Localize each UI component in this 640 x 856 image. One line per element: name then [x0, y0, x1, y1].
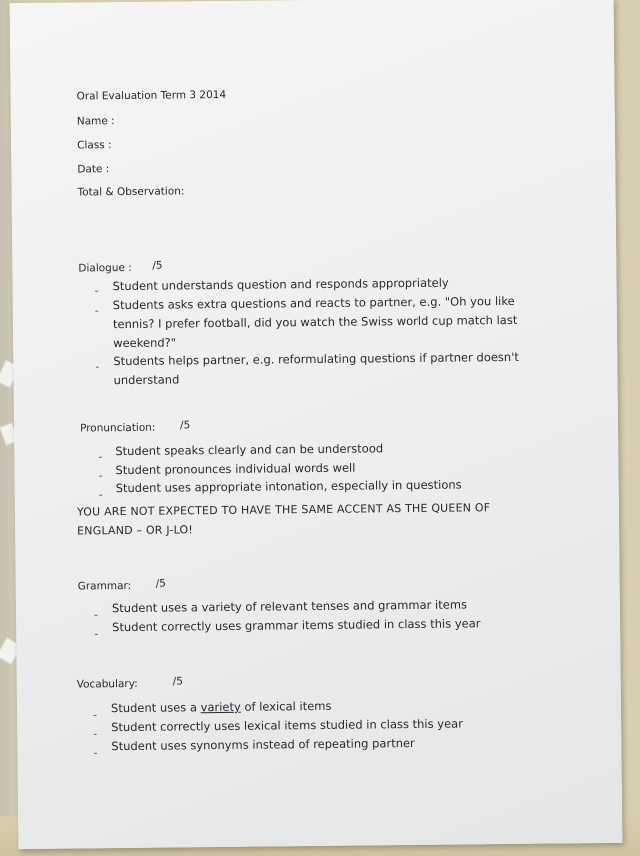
vocabulary-label: Vocabulary:: [76, 677, 138, 691]
pronunciation-item: Student pronounces individual words well: [115, 460, 356, 478]
evaluation-sheet: [10, 0, 623, 849]
sheet-title: Oral Evaluation Term 3 2014: [76, 88, 227, 103]
dialogue-item: Students helps partner, e.g. reformulating questions if partner doesn't: [113, 349, 519, 369]
bullet-icon: -: [94, 304, 99, 318]
bullet-icon: -: [92, 708, 98, 722]
bullet-icon: -: [94, 627, 99, 641]
dialogue-item-continued: weekend?": [113, 335, 177, 351]
vocabulary-item: Student uses synonyms instead of repeating partner: [111, 735, 415, 754]
accent-note-line1: YOU ARE NOT EXPECTED TO HAVE THE SAME ACCENT AS THE QUEEN OF: [76, 501, 491, 519]
vocabulary-item-underlined: variety: [200, 699, 241, 715]
bullet-icon: -: [93, 727, 98, 741]
date-field-label: Date :: [77, 163, 110, 176]
dialogue-label: Dialogue :: [78, 261, 132, 275]
bullet-icon: -: [98, 488, 103, 502]
grammar-label: Grammar:: [77, 579, 132, 593]
pronunciation-item: Student speaks clearly and can be understood: [115, 441, 384, 459]
class-field-label: Class :: [77, 139, 112, 152]
vocabulary-item: [111, 699, 332, 715]
dialogue-item: Student understands question and responds appropriately: [112, 275, 449, 294]
bullet-icon: -: [93, 746, 98, 760]
grammar-item: Student uses a variety of relevant tenses and grammar items: [111, 597, 468, 616]
accent-note-line2: ENGLAND – OR J-LO!: [77, 523, 194, 538]
vocabulary-score: /5: [172, 675, 183, 688]
dialogue-score: /5: [152, 259, 163, 272]
dialogue-item: Students asks extra questions and reacts to partner, e.g. "Oh you like: [112, 293, 515, 313]
pronunciation-score: /5: [179, 419, 191, 432]
name-field-label: Name :: [76, 115, 115, 128]
bullet-icon: -: [93, 608, 99, 622]
pronunciation-label: Pronunciation:: [79, 421, 156, 435]
bullet-icon: -: [98, 469, 103, 483]
grammar-item: Student correctly uses grammar items studied in class this year: [112, 616, 481, 635]
grammar-score: /5: [155, 577, 166, 590]
vocabulary-item-prefix: Student uses a: [110, 700, 198, 716]
bullet-icon: -: [94, 284, 99, 298]
dialogue-item-continued: understand: [113, 372, 180, 388]
bullet-icon: -: [95, 360, 100, 374]
vocabulary-item-suffix: of lexical items: [244, 698, 332, 714]
total-observation-label: Total & Observation:: [77, 185, 185, 199]
bullet-icon: -: [98, 450, 103, 464]
dialogue-item-continued: tennis? I prefer football, did you watch the Swiss world cup match last: [112, 312, 518, 332]
vocabulary-item: Student correctly uses lexical items studied in class this year: [111, 716, 463, 735]
pronunciation-item: Student uses appropriate intonation, especially in questions: [115, 477, 462, 496]
